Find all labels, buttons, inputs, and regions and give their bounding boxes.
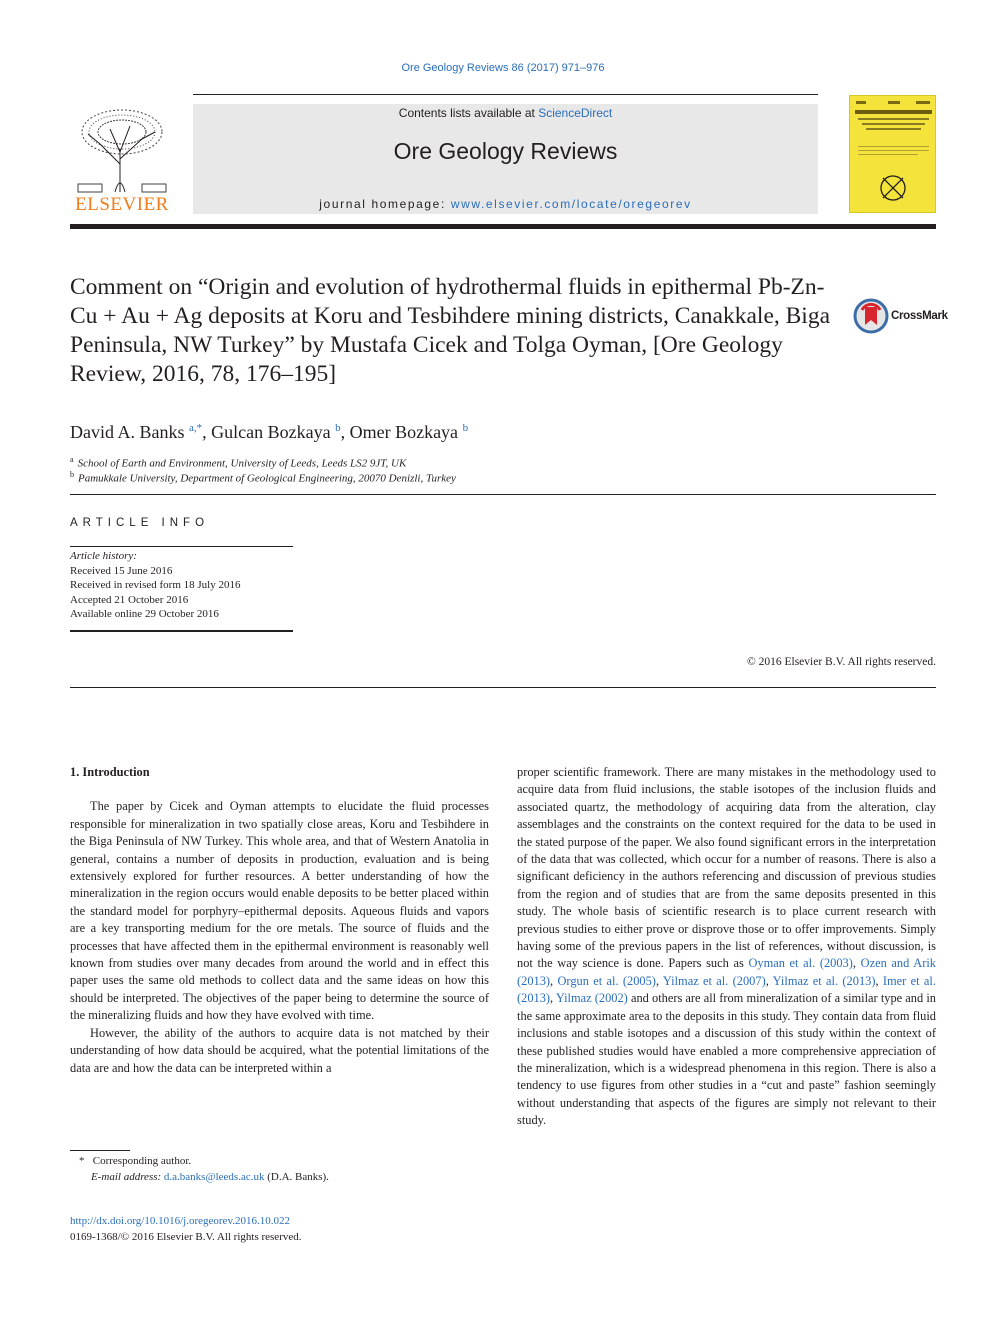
footnotes bbox=[70, 1154, 329, 1185]
paragraph-text: and others are all from mineralization of a similar type and in the same approximate area to the deposits in this study. They contain data from fluid inclusions and stable isotopes and a discussion of this study within the context of these published studies would have enabled a more comprehensive appreciation of the mineralization, which is a widespread phenomena in this region. There is also a tendency to use figures from other studies in a “cut and paste” fashion seemingly without understanding that aspects of the figures are simply not relevant to their study. bbox=[517, 991, 936, 1128]
reference-link[interactable]: Yilmaz et al. (2007) bbox=[662, 973, 766, 988]
section-heading: 1. Introduction bbox=[70, 765, 150, 779]
elsevier-logo[interactable] bbox=[70, 104, 174, 216]
doi-link[interactable]: http://dx.doi.org/10.1016/j.oregeorev.2016.10.022 bbox=[70, 1215, 290, 1227]
affiliation-text: School of Earth and Environment, University of Leeds, Leeds LS2 9JT, UK bbox=[77, 457, 407, 470]
header-thick-rule bbox=[70, 224, 936, 229]
article-info-heading: ARTICLE INFO bbox=[70, 517, 210, 529]
affiliation-text: Pamukkale University, Department of Geological Engineering, 20070 Denizli, Turkey bbox=[78, 472, 456, 485]
history-received: Received 15 June 2016 bbox=[70, 564, 173, 577]
header-top-rule bbox=[193, 94, 818, 95]
reference-separator: , bbox=[852, 956, 861, 971]
journal-homepage bbox=[193, 197, 818, 211]
affiliation-b bbox=[70, 470, 456, 485]
reference-link[interactable]: Imer et al. (2013) bbox=[517, 973, 936, 1006]
author-separator: , bbox=[340, 422, 350, 442]
reference-separator: , bbox=[655, 973, 663, 988]
paragraph bbox=[517, 764, 936, 1130]
affiliation-a bbox=[70, 455, 406, 470]
email-link[interactable]: d.a.banks@leeds.ac.uk bbox=[163, 1170, 265, 1183]
email-note bbox=[70, 1170, 329, 1186]
elsevier-tree-icon bbox=[70, 104, 174, 194]
affiliation-key: a bbox=[70, 455, 74, 464]
author-affiliation-marker[interactable]: b bbox=[462, 422, 469, 434]
history-label: Article history: bbox=[70, 550, 137, 562]
paragraph: The paper by Cicek and Oyman attempts to elucidate the fluid processes responsible for mineralization in two spatially close areas, Koru and Tesbihdere in the Biga Peninsula of NW Turkey. This whole area, and that of Western Anatolia in general, contains a number of deposits in production, evaluation and is being extensively explored for further resources. A better understanding of how the mineralization in the region occurs would enable deposits to be better placed within the standard model for porphyry–epithermal deposits. Aqueous fluids and vapors are a key transporting medium for the ore metals. The source of fluids and the processes that have affected them in the epithermal environment is reasonably well known from studies over many decades from around the world and in effect this paper uses the same old methods to collect data and the same ideas on how this should be interpreted. The objectives of the paper being to determine the source of the mineralizing fluids and how they have evolved with time. bbox=[70, 799, 489, 1023]
history-online: Available online 29 October 2016 bbox=[70, 608, 219, 620]
journal-title: Ore Geology Reviews bbox=[393, 138, 618, 164]
corresponding-author-note bbox=[70, 1154, 329, 1170]
journal-cover-icon bbox=[850, 96, 937, 214]
reference-separator: , bbox=[550, 973, 558, 988]
reference-link[interactable]: Yilmaz (2002) bbox=[555, 991, 628, 1006]
author-name[interactable]: David A. Banks bbox=[70, 422, 185, 442]
history-revised: Received in revised form 18 July 2016 bbox=[70, 579, 241, 591]
contents-prefix: Contents lists available at bbox=[398, 106, 539, 120]
reference-link[interactable]: Yilmaz et al. (2013) bbox=[772, 973, 876, 988]
sciencedirect-link[interactable]: ScienceDirect bbox=[538, 106, 613, 120]
article-history bbox=[70, 549, 240, 622]
author-name[interactable]: Gulcan Bozkaya bbox=[211, 422, 331, 442]
history-accepted: Accepted 21 October 2016 bbox=[70, 593, 189, 606]
journal-cover-thumbnail[interactable] bbox=[849, 95, 936, 213]
paragraph: However, the ability of the authors to acquire data is not matched by their understanding of how data should be acquired, what the potential limitations of the data are and how the data can be interpreted within a bbox=[70, 1025, 489, 1075]
author-affiliation-marker[interactable]: b bbox=[335, 422, 341, 434]
article-info-bottom-rule bbox=[70, 630, 293, 632]
issn-line: 0169-1368/© 2016 Elsevier B.V. All rights reserved. bbox=[70, 1230, 302, 1243]
crossmark-icon bbox=[853, 298, 889, 334]
paragraph-text: proper scientific framework. There are many mistakes in the methodology used to acquire data from fluid inclusions, the stable isotopes of the inclusion fluids and associated quartz, the methodology of acquiring data from the alteration, clay assemblages and the constraints on the context required for the data to be used in the stated purpose of the paper. We also found significant errors in the interpretation of the data that was collected, which occur for a number of reasons. There is also a significant deficiency in the authors referencing and discussion of previous studies from the region and of studies that are from the same deposits presented in this study. The whole basis of scientific research is to place current research with previous studies to either prove or disprove those or to offer improvements. Simply having some of the previous papers in the list of references, without discussion, is not the way science is done. Papers such as bbox=[517, 765, 936, 971]
affiliation-key: b bbox=[70, 470, 74, 479]
footnote-rule bbox=[70, 1150, 130, 1151]
author-separator: , bbox=[202, 422, 212, 442]
body-column-left bbox=[70, 764, 489, 1077]
journal-citation-link[interactable]: Ore Geology Reviews 86 (2017) 971–976 bbox=[401, 62, 605, 74]
crossmark-badge[interactable] bbox=[853, 298, 953, 334]
elsevier-wordmark: ELSEVIER bbox=[75, 194, 169, 215]
reference-link[interactable]: Orgun et al. (2005) bbox=[557, 973, 656, 988]
copyright-notice: © 2016 Elsevier B.V. All rights reserved. bbox=[747, 656, 936, 668]
reference-separator: , bbox=[550, 991, 556, 1006]
body-column-right bbox=[517, 764, 936, 1130]
reference-link[interactable]: Oyman et al. (2003) bbox=[748, 956, 853, 971]
reference-separator: , bbox=[875, 973, 883, 988]
author-list bbox=[70, 422, 468, 443]
article-title: Comment on “Origin and evolution of hydrothermal fluids in epithermal Pb-Zn-Cu + Au + Ag deposits at Koru and Tesbihdere mining districts, Canakkale, Biga Peninsula, NW Turkey” by Mustafa Cicek and Tolga Oyman, [Ore Geology Review, 2016, 78, 176–195] bbox=[70, 274, 831, 387]
author-affiliation-marker[interactable]: a,* bbox=[189, 422, 203, 434]
crossmark-label: CrossMark bbox=[891, 310, 948, 322]
email-suffix: (D.A. Banks). bbox=[264, 1170, 329, 1183]
email-label: E-mail address: bbox=[91, 1170, 162, 1183]
section-divider bbox=[70, 687, 936, 688]
reference-separator: , bbox=[765, 973, 773, 988]
homepage-prefix: journal homepage: bbox=[319, 197, 451, 211]
contents-line bbox=[193, 106, 818, 120]
footnote-text: Corresponding author. bbox=[92, 1155, 192, 1167]
article-info-rule bbox=[70, 546, 293, 547]
author-name[interactable]: Omer Bozkaya bbox=[349, 422, 459, 442]
section-divider bbox=[70, 494, 936, 495]
homepage-link[interactable]: www.elsevier.com/locate/oregeorev bbox=[450, 197, 692, 211]
doi-block bbox=[70, 1214, 302, 1245]
reference-link[interactable]: Ozen and Arik (2013) bbox=[517, 956, 936, 988]
footnote-star: * bbox=[79, 1155, 85, 1167]
